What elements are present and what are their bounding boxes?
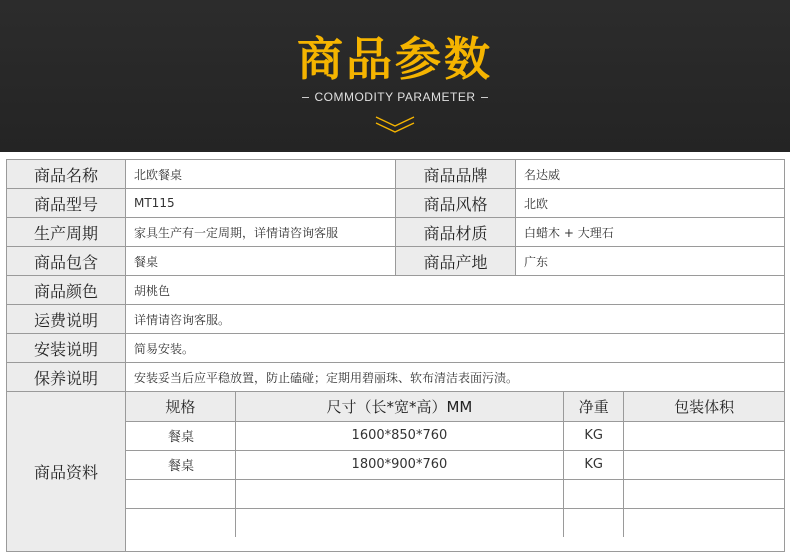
param-label: 商品资料 bbox=[7, 392, 126, 552]
table-row bbox=[126, 479, 784, 508]
table-row bbox=[7, 305, 785, 334]
table-cell bbox=[235, 508, 564, 537]
table-row bbox=[7, 160, 785, 189]
column-header: 净重 bbox=[564, 392, 624, 421]
table-row bbox=[7, 218, 785, 247]
table-row bbox=[7, 276, 785, 305]
param-label: 运费说明 bbox=[7, 305, 126, 334]
table-row bbox=[126, 508, 784, 537]
table-cell bbox=[564, 508, 624, 537]
table-cell: 餐桌 bbox=[126, 421, 235, 450]
column-header: 包装体积 bbox=[624, 392, 784, 421]
table-row bbox=[126, 450, 784, 479]
table-cell bbox=[126, 479, 235, 508]
banner-subtitle-row bbox=[0, 89, 790, 105]
banner-title: 商品参数 bbox=[297, 32, 493, 86]
table-row bbox=[7, 247, 785, 276]
table-cell: KG bbox=[564, 450, 624, 479]
param-value: 白蜡木 + 大理石 bbox=[516, 218, 785, 247]
chevron-down-icon bbox=[373, 112, 417, 134]
product-info-table bbox=[126, 392, 784, 537]
param-label: 保养说明 bbox=[7, 363, 126, 392]
table-cell bbox=[235, 479, 564, 508]
param-value: 北欧餐桌 bbox=[126, 160, 396, 189]
param-value: 广东 bbox=[516, 247, 785, 276]
table-cell: 餐桌 bbox=[126, 450, 235, 479]
table-row bbox=[7, 392, 785, 552]
param-label: 商品名称 bbox=[7, 160, 126, 189]
param-label: 生产周期 bbox=[7, 218, 126, 247]
table-cell: KG bbox=[564, 421, 624, 450]
param-value: 餐桌 bbox=[126, 247, 396, 276]
param-value: 胡桃色 bbox=[126, 276, 785, 305]
banner-subtitle: COMMODITY PARAMETER bbox=[314, 90, 476, 104]
table-cell bbox=[564, 479, 624, 508]
banner-gap bbox=[0, 152, 790, 159]
table-cell: 1800*900*760 bbox=[235, 450, 564, 479]
param-value: 安装妥当后应平稳放置，防止磕碰；定期用碧丽珠、软布清洁表面污渍。 bbox=[126, 363, 785, 392]
subtitle-dash-right bbox=[481, 97, 488, 98]
param-label: 商品包含 bbox=[7, 247, 126, 276]
param-value: MT115 bbox=[126, 189, 396, 218]
param-label: 商品品牌 bbox=[396, 160, 516, 189]
parameter-table bbox=[6, 159, 785, 552]
param-label: 商品材质 bbox=[396, 218, 516, 247]
column-header: 规格 bbox=[126, 392, 235, 421]
table-cell bbox=[126, 508, 235, 537]
table-row bbox=[126, 421, 784, 450]
param-label: 商品型号 bbox=[7, 189, 126, 218]
table-cell bbox=[624, 508, 784, 537]
table-row bbox=[7, 363, 785, 392]
product-info-cell bbox=[126, 392, 785, 552]
table-header-row bbox=[126, 392, 784, 421]
param-label: 商品产地 bbox=[396, 247, 516, 276]
table-cell: 1600*850*760 bbox=[235, 421, 564, 450]
param-value: 详情请咨询客服。 bbox=[126, 305, 785, 334]
param-value: 家具生产有一定周期，详情请咨询客服 bbox=[126, 218, 396, 247]
subtitle-dash-left bbox=[302, 97, 309, 98]
header-banner bbox=[0, 0, 790, 152]
param-value: 名达威 bbox=[516, 160, 785, 189]
param-label: 安装说明 bbox=[7, 334, 126, 363]
column-header: 尺寸（长*宽*高）MM bbox=[235, 392, 564, 421]
param-value: 北欧 bbox=[516, 189, 785, 218]
param-label: 商品颜色 bbox=[7, 276, 126, 305]
table-cell bbox=[624, 479, 784, 508]
table-cell bbox=[624, 450, 784, 479]
param-label: 商品风格 bbox=[396, 189, 516, 218]
table-row bbox=[7, 189, 785, 218]
table-cell bbox=[624, 421, 784, 450]
param-value: 简易安装。 bbox=[126, 334, 785, 363]
table-row bbox=[7, 334, 785, 363]
